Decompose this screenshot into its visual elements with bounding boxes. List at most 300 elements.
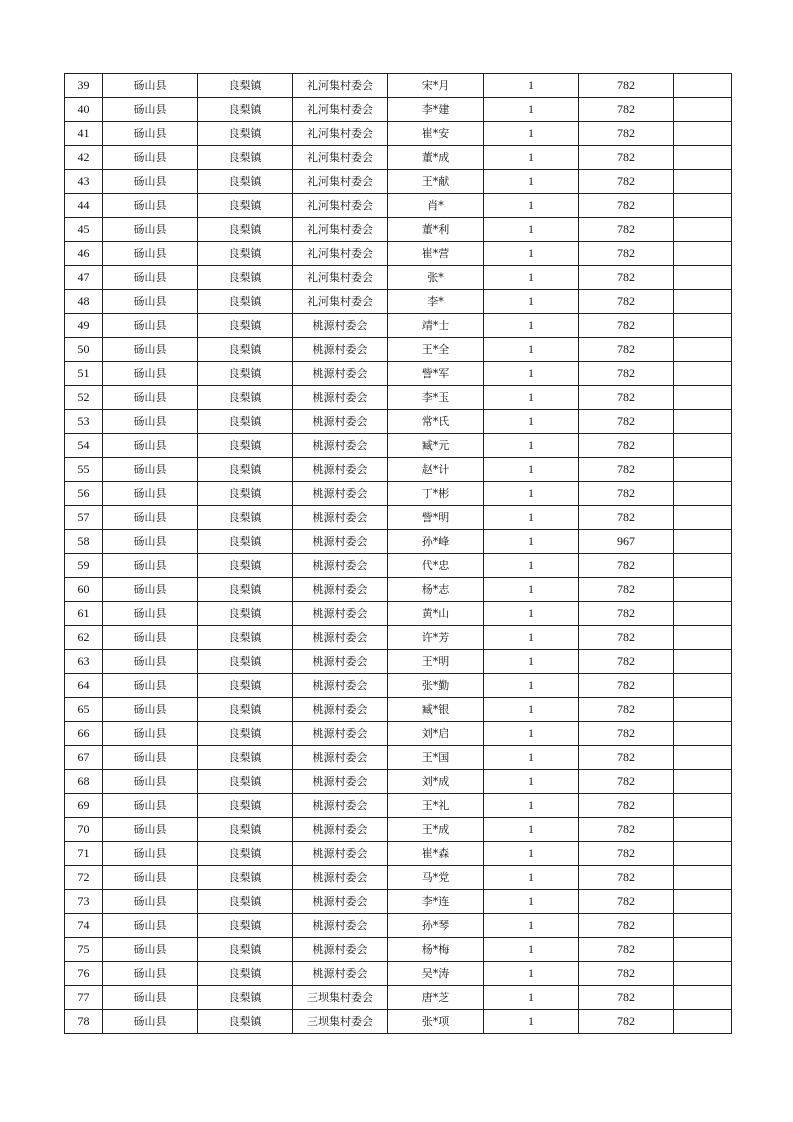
table-row	[65, 218, 732, 242]
row-number-cell: 53	[65, 410, 103, 434]
row-number-cell: 45	[65, 218, 103, 242]
county-cell: 砀山县	[103, 362, 198, 386]
village-committee-cell: 桃源村委会	[293, 890, 388, 914]
village-committee-cell: 桃源村委会	[293, 386, 388, 410]
remark-cell	[674, 890, 732, 914]
amount-cell: 782	[579, 218, 674, 242]
row-number-cell: 55	[65, 458, 103, 482]
count-cell: 1	[484, 626, 579, 650]
count-cell: 1	[484, 218, 579, 242]
row-number-cell: 64	[65, 674, 103, 698]
town-cell: 良梨镇	[198, 146, 293, 170]
county-cell: 砀山县	[103, 506, 198, 530]
village-committee-cell: 桃源村委会	[293, 842, 388, 866]
table-row	[65, 770, 732, 794]
village-committee-cell: 礼河集村委会	[293, 122, 388, 146]
row-number-cell: 60	[65, 578, 103, 602]
town-cell: 良梨镇	[198, 530, 293, 554]
town-cell: 良梨镇	[198, 434, 293, 458]
count-cell: 1	[484, 242, 579, 266]
remark-cell	[674, 266, 732, 290]
remark-cell	[674, 842, 732, 866]
remark-cell	[674, 626, 732, 650]
village-committee-cell: 桃源村委会	[293, 650, 388, 674]
remark-cell	[674, 482, 732, 506]
county-cell: 砀山县	[103, 194, 198, 218]
row-number-cell: 54	[65, 434, 103, 458]
village-committee-cell: 桃源村委会	[293, 770, 388, 794]
town-cell: 良梨镇	[198, 458, 293, 482]
table-row	[65, 410, 732, 434]
county-cell: 砀山县	[103, 770, 198, 794]
remark-cell	[674, 146, 732, 170]
county-cell: 砀山县	[103, 314, 198, 338]
county-cell: 砀山县	[103, 602, 198, 626]
amount-cell: 782	[579, 266, 674, 290]
village-committee-cell: 桃源村委会	[293, 698, 388, 722]
amount-cell: 782	[579, 818, 674, 842]
town-cell: 良梨镇	[198, 98, 293, 122]
count-cell: 1	[484, 386, 579, 410]
amount-cell: 782	[579, 578, 674, 602]
county-cell: 砀山县	[103, 266, 198, 290]
town-cell: 良梨镇	[198, 842, 293, 866]
town-cell: 良梨镇	[198, 482, 293, 506]
table-row	[65, 914, 732, 938]
village-committee-cell: 礼河集村委会	[293, 194, 388, 218]
amount-cell: 782	[579, 794, 674, 818]
table-row	[65, 530, 732, 554]
table-row	[65, 338, 732, 362]
remark-cell	[674, 1010, 732, 1034]
town-cell: 良梨镇	[198, 314, 293, 338]
amount-cell: 782	[579, 434, 674, 458]
count-cell: 1	[484, 314, 579, 338]
person-name-cell: 吴*涛	[388, 962, 484, 986]
amount-cell: 782	[579, 170, 674, 194]
row-number-cell: 74	[65, 914, 103, 938]
person-name-cell: 黄*山	[388, 602, 484, 626]
person-name-cell: 许*芳	[388, 626, 484, 650]
person-name-cell: 肖*	[388, 194, 484, 218]
person-name-cell: 刘*启	[388, 722, 484, 746]
town-cell: 良梨镇	[198, 986, 293, 1010]
amount-cell: 782	[579, 386, 674, 410]
person-name-cell: 李*玉	[388, 386, 484, 410]
village-committee-cell: 礼河集村委会	[293, 290, 388, 314]
remark-cell	[674, 650, 732, 674]
count-cell: 1	[484, 554, 579, 578]
remark-cell	[674, 386, 732, 410]
village-committee-cell: 礼河集村委会	[293, 146, 388, 170]
row-number-cell: 51	[65, 362, 103, 386]
count-cell: 1	[484, 434, 579, 458]
table-row	[65, 266, 732, 290]
county-cell: 砀山县	[103, 722, 198, 746]
table-row	[65, 578, 732, 602]
amount-cell: 782	[579, 242, 674, 266]
row-number-cell: 78	[65, 1010, 103, 1034]
roster-table-body	[65, 74, 732, 1034]
village-committee-cell: 桃源村委会	[293, 314, 388, 338]
table-row	[65, 938, 732, 962]
county-cell: 砀山县	[103, 458, 198, 482]
village-committee-cell: 礼河集村委会	[293, 98, 388, 122]
town-cell: 良梨镇	[198, 266, 293, 290]
county-cell: 砀山县	[103, 170, 198, 194]
person-name-cell: 王*国	[388, 746, 484, 770]
row-number-cell: 76	[65, 962, 103, 986]
county-cell: 砀山县	[103, 938, 198, 962]
village-committee-cell: 礼河集村委会	[293, 218, 388, 242]
county-cell: 砀山县	[103, 986, 198, 1010]
town-cell: 良梨镇	[198, 122, 293, 146]
table-row	[65, 866, 732, 890]
county-cell: 砀山县	[103, 530, 198, 554]
remark-cell	[674, 434, 732, 458]
village-committee-cell: 桃源村委会	[293, 794, 388, 818]
remark-cell	[674, 314, 732, 338]
county-cell: 砀山县	[103, 794, 198, 818]
town-cell: 良梨镇	[198, 578, 293, 602]
town-cell: 良梨镇	[198, 338, 293, 362]
remark-cell	[674, 794, 732, 818]
amount-cell: 782	[579, 506, 674, 530]
remark-cell	[674, 242, 732, 266]
amount-cell: 782	[579, 74, 674, 98]
row-number-cell: 52	[65, 386, 103, 410]
count-cell: 1	[484, 602, 579, 626]
amount-cell: 782	[579, 98, 674, 122]
table-row	[65, 986, 732, 1010]
amount-cell: 782	[579, 410, 674, 434]
amount-cell: 782	[579, 674, 674, 698]
person-name-cell: 杨*志	[388, 578, 484, 602]
village-committee-cell: 桃源村委会	[293, 482, 388, 506]
row-number-cell: 56	[65, 482, 103, 506]
town-cell: 良梨镇	[198, 962, 293, 986]
remark-cell	[674, 74, 732, 98]
town-cell: 良梨镇	[198, 626, 293, 650]
town-cell: 良梨镇	[198, 218, 293, 242]
table-row	[65, 722, 732, 746]
town-cell: 良梨镇	[198, 602, 293, 626]
table-row	[65, 674, 732, 698]
town-cell: 良梨镇	[198, 698, 293, 722]
remark-cell	[674, 938, 732, 962]
person-name-cell: 丁*彬	[388, 482, 484, 506]
village-committee-cell: 桃源村委会	[293, 506, 388, 530]
town-cell: 良梨镇	[198, 890, 293, 914]
row-number-cell: 46	[65, 242, 103, 266]
remark-cell	[674, 674, 732, 698]
amount-cell: 782	[579, 122, 674, 146]
count-cell: 1	[484, 818, 579, 842]
village-committee-cell: 桃源村委会	[293, 602, 388, 626]
town-cell: 良梨镇	[198, 770, 293, 794]
amount-cell: 782	[579, 362, 674, 386]
county-cell: 砀山县	[103, 914, 198, 938]
count-cell: 1	[484, 770, 579, 794]
village-committee-cell: 礼河集村委会	[293, 266, 388, 290]
remark-cell	[674, 722, 732, 746]
count-cell: 1	[484, 674, 579, 698]
count-cell: 1	[484, 194, 579, 218]
table-row	[65, 1010, 732, 1034]
county-cell: 砀山县	[103, 242, 198, 266]
table-row	[65, 242, 732, 266]
person-name-cell: 宋*月	[388, 74, 484, 98]
remark-cell	[674, 530, 732, 554]
person-name-cell: 靖*士	[388, 314, 484, 338]
person-name-cell: 王*全	[388, 338, 484, 362]
remark-cell	[674, 914, 732, 938]
count-cell: 1	[484, 698, 579, 722]
town-cell: 良梨镇	[198, 386, 293, 410]
village-committee-cell: 桃源村委会	[293, 626, 388, 650]
roster-table	[64, 73, 732, 1034]
count-cell: 1	[484, 650, 579, 674]
row-number-cell: 67	[65, 746, 103, 770]
amount-cell: 782	[579, 914, 674, 938]
row-number-cell: 66	[65, 722, 103, 746]
village-committee-cell: 礼河集村委会	[293, 74, 388, 98]
table-row	[65, 122, 732, 146]
county-cell: 砀山县	[103, 98, 198, 122]
amount-cell: 782	[579, 722, 674, 746]
remark-cell	[674, 194, 732, 218]
remark-cell	[674, 602, 732, 626]
count-cell: 1	[484, 482, 579, 506]
town-cell: 良梨镇	[198, 722, 293, 746]
table-row	[65, 962, 732, 986]
remark-cell	[674, 962, 732, 986]
row-number-cell: 40	[65, 98, 103, 122]
town-cell: 良梨镇	[198, 170, 293, 194]
row-number-cell: 69	[65, 794, 103, 818]
row-number-cell: 72	[65, 866, 103, 890]
row-number-cell: 63	[65, 650, 103, 674]
count-cell: 1	[484, 866, 579, 890]
town-cell: 良梨镇	[198, 362, 293, 386]
remark-cell	[674, 578, 732, 602]
count-cell: 1	[484, 362, 579, 386]
town-cell: 良梨镇	[198, 818, 293, 842]
person-name-cell: 刘*成	[388, 770, 484, 794]
count-cell: 1	[484, 722, 579, 746]
person-name-cell: 张*项	[388, 1010, 484, 1034]
remark-cell	[674, 218, 732, 242]
county-cell: 砀山县	[103, 146, 198, 170]
village-committee-cell: 桃源村委会	[293, 530, 388, 554]
amount-cell: 782	[579, 1010, 674, 1034]
amount-cell: 782	[579, 698, 674, 722]
person-name-cell: 李*建	[388, 98, 484, 122]
count-cell: 1	[484, 914, 579, 938]
table-row	[65, 506, 732, 530]
village-committee-cell: 桃源村委会	[293, 938, 388, 962]
amount-cell: 782	[579, 866, 674, 890]
county-cell: 砀山县	[103, 554, 198, 578]
count-cell: 1	[484, 506, 579, 530]
row-number-cell: 68	[65, 770, 103, 794]
person-name-cell: 孙*琴	[388, 914, 484, 938]
person-name-cell: 董*成	[388, 146, 484, 170]
remark-cell	[674, 122, 732, 146]
count-cell: 1	[484, 938, 579, 962]
village-committee-cell: 桃源村委会	[293, 818, 388, 842]
person-name-cell: 孙*峰	[388, 530, 484, 554]
count-cell: 1	[484, 746, 579, 770]
amount-cell: 782	[579, 890, 674, 914]
town-cell: 良梨镇	[198, 194, 293, 218]
village-committee-cell: 桃源村委会	[293, 410, 388, 434]
row-number-cell: 41	[65, 122, 103, 146]
count-cell: 1	[484, 578, 579, 602]
town-cell: 良梨镇	[198, 410, 293, 434]
county-cell: 砀山县	[103, 866, 198, 890]
person-name-cell: 王*明	[388, 650, 484, 674]
table-row	[65, 794, 732, 818]
row-number-cell: 71	[65, 842, 103, 866]
row-number-cell: 70	[65, 818, 103, 842]
count-cell: 1	[484, 98, 579, 122]
count-cell: 1	[484, 290, 579, 314]
remark-cell	[674, 458, 732, 482]
amount-cell: 782	[579, 770, 674, 794]
row-number-cell: 49	[65, 314, 103, 338]
county-cell: 砀山县	[103, 626, 198, 650]
count-cell: 1	[484, 794, 579, 818]
table-row	[65, 890, 732, 914]
count-cell: 1	[484, 458, 579, 482]
village-committee-cell: 桃源村委会	[293, 746, 388, 770]
village-committee-cell: 三坝集村委会	[293, 1010, 388, 1034]
county-cell: 砀山县	[103, 890, 198, 914]
county-cell: 砀山县	[103, 410, 198, 434]
remark-cell	[674, 170, 732, 194]
amount-cell: 782	[579, 554, 674, 578]
village-committee-cell: 桃源村委会	[293, 458, 388, 482]
person-name-cell: 王*礼	[388, 794, 484, 818]
remark-cell	[674, 554, 732, 578]
village-committee-cell: 桃源村委会	[293, 338, 388, 362]
county-cell: 砀山县	[103, 818, 198, 842]
row-number-cell: 77	[65, 986, 103, 1010]
person-name-cell: 崔*森	[388, 842, 484, 866]
person-name-cell: 李*连	[388, 890, 484, 914]
table-row	[65, 818, 732, 842]
county-cell: 砀山县	[103, 338, 198, 362]
remark-cell	[674, 698, 732, 722]
table-row	[65, 626, 732, 650]
amount-cell: 782	[579, 986, 674, 1010]
town-cell: 良梨镇	[198, 650, 293, 674]
amount-cell: 782	[579, 338, 674, 362]
row-number-cell: 62	[65, 626, 103, 650]
remark-cell	[674, 770, 732, 794]
county-cell: 砀山县	[103, 698, 198, 722]
town-cell: 良梨镇	[198, 674, 293, 698]
amount-cell: 967	[579, 530, 674, 554]
remark-cell	[674, 746, 732, 770]
county-cell: 砀山县	[103, 842, 198, 866]
village-committee-cell: 桃源村委会	[293, 554, 388, 578]
row-number-cell: 59	[65, 554, 103, 578]
village-committee-cell: 三坝集村委会	[293, 986, 388, 1010]
remark-cell	[674, 410, 732, 434]
town-cell: 良梨镇	[198, 1010, 293, 1034]
remark-cell	[674, 338, 732, 362]
amount-cell: 782	[579, 146, 674, 170]
table-row	[65, 482, 732, 506]
person-name-cell: 臧*元	[388, 434, 484, 458]
row-number-cell: 42	[65, 146, 103, 170]
county-cell: 砀山县	[103, 746, 198, 770]
amount-cell: 782	[579, 290, 674, 314]
count-cell: 1	[484, 266, 579, 290]
table-row	[65, 74, 732, 98]
row-number-cell: 61	[65, 602, 103, 626]
table-row	[65, 314, 732, 338]
table-row	[65, 698, 732, 722]
row-number-cell: 39	[65, 74, 103, 98]
town-cell: 良梨镇	[198, 506, 293, 530]
table-row	[65, 98, 732, 122]
row-number-cell: 75	[65, 938, 103, 962]
person-name-cell: 赵*计	[388, 458, 484, 482]
count-cell: 1	[484, 146, 579, 170]
town-cell: 良梨镇	[198, 794, 293, 818]
row-number-cell: 48	[65, 290, 103, 314]
town-cell: 良梨镇	[198, 74, 293, 98]
village-committee-cell: 桃源村委会	[293, 866, 388, 890]
county-cell: 砀山县	[103, 74, 198, 98]
table-row	[65, 554, 732, 578]
count-cell: 1	[484, 986, 579, 1010]
count-cell: 1	[484, 962, 579, 986]
county-cell: 砀山县	[103, 122, 198, 146]
person-name-cell: 马*党	[388, 866, 484, 890]
table-row	[65, 146, 732, 170]
table-row	[65, 458, 732, 482]
person-name-cell: 王*成	[388, 818, 484, 842]
county-cell: 砀山县	[103, 434, 198, 458]
table-row	[65, 842, 732, 866]
village-committee-cell: 礼河集村委会	[293, 242, 388, 266]
county-cell: 砀山县	[103, 386, 198, 410]
row-number-cell: 47	[65, 266, 103, 290]
village-committee-cell: 桃源村委会	[293, 674, 388, 698]
person-name-cell: 代*忠	[388, 554, 484, 578]
amount-cell: 782	[579, 650, 674, 674]
table-row	[65, 746, 732, 770]
person-name-cell: 王*献	[388, 170, 484, 194]
amount-cell: 782	[579, 746, 674, 770]
person-name-cell: 臧*银	[388, 698, 484, 722]
table-row	[65, 650, 732, 674]
county-cell: 砀山县	[103, 578, 198, 602]
count-cell: 1	[484, 1010, 579, 1034]
remark-cell	[674, 506, 732, 530]
town-cell: 良梨镇	[198, 554, 293, 578]
village-committee-cell: 桃源村委会	[293, 962, 388, 986]
row-number-cell: 50	[65, 338, 103, 362]
table-row	[65, 602, 732, 626]
county-cell: 砀山县	[103, 674, 198, 698]
village-committee-cell: 桃源村委会	[293, 914, 388, 938]
town-cell: 良梨镇	[198, 290, 293, 314]
